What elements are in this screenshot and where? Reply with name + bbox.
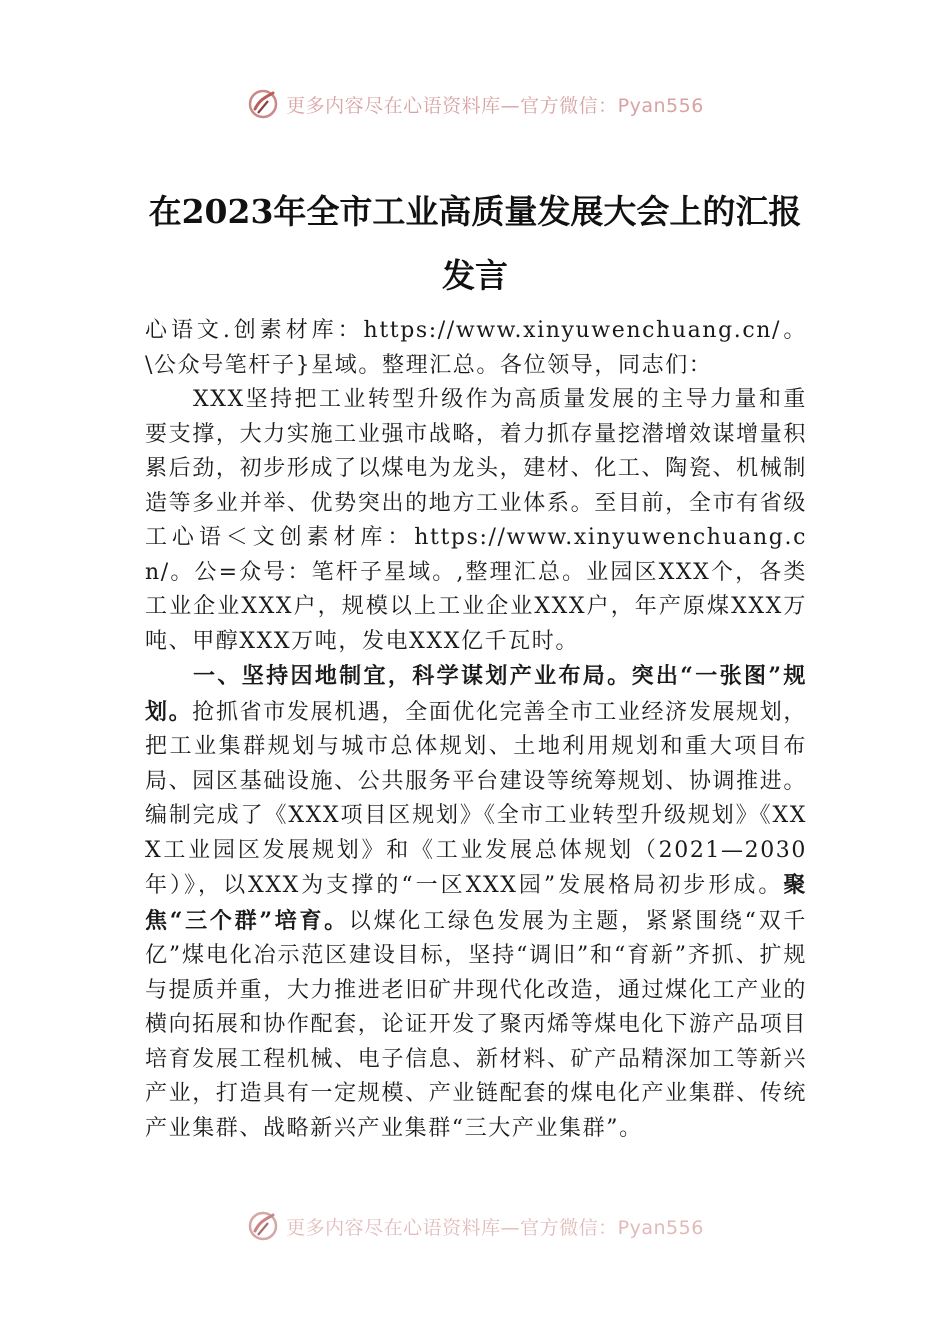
document-title: 在2023年全市工业高质量发展大会上的汇报发言 bbox=[148, 192, 802, 295]
subsection-two-title: 聚焦“三个群”培育。 bbox=[145, 872, 807, 934]
paragraph-section-one bbox=[145, 659, 807, 1146]
header-banner-text: 更多内容尽在心语资料库—官方微信：Pyan556 bbox=[286, 94, 704, 117]
paragraph-overview: XXX坚持把工业转型升级作为高质量发展的主导力量和重要支撑，大力实施工业强市战略，着力抓存量挖潜增效谋增量积累后劲，初步形成了以煤电为龙头，建材、化工、陶瓷、机械制造等多业并举、优势突出的地方工业体系。至目前，全市有省级工心语＜文创素材库：https://www.xinyuwenchuang.cn/。公=众号：笔杆子星域。,整理汇总。业园区XXX个，各类工业企业XXX户，规模以上工业企业XXX户，年产原煤XXX万吨、甲醇XXX万吨，发电XXX亿千瓦时。 bbox=[145, 387, 807, 654]
section-one-heading: 一、坚持因地制宜，科学谋划产业布局。 bbox=[193, 663, 632, 689]
brand-logo-icon bbox=[246, 87, 280, 121]
footer-banner-text: 更多内容尽在心语资料库—官方微信：Pyan556 bbox=[286, 1216, 704, 1239]
brand-logo-icon bbox=[246, 1209, 280, 1243]
subsection-two-text: 以煤化工绿色发展为主题，紧紧围绕“双千亿”煤电化冶示范区建设目标，坚持“调旧”和“育新”齐抓、扩规与提质并重，大力推进老旧矿井现代化改造，通过煤化工产业的横向拓展和协作配套，论证开发了聚丙烯等煤电化下游产品项目培育发展工程机械、电子信息、新材料、矿产品精深加工等新兴产业，打造具有一定规模、产业链配套的煤电化产业集群、传统产业集群、战略新兴产业集群“三大产业集群”。 bbox=[145, 908, 807, 1141]
subsection-one-text: 抢抓省市发展机遇，全面优化完善全市工业经济发展规划，把工业集群规划与城市总体规划、土地利用规划和重大项目布局、园区基础设施、公共服务平台建设等统筹规划、协调推进。编制完成了《XXX项目区规划》《全市工业转型升级规划》《XXX工业园区发展规划》和《工业发展总体规划（2021—2030年）》，以XXX为支撑的“一区XXX园”发展格局初步形成。 bbox=[145, 699, 807, 898]
subsection-one-title: 突出“一张图”规划。 bbox=[145, 663, 807, 725]
footer-banner bbox=[0, 1206, 950, 1246]
header-banner bbox=[0, 84, 950, 124]
document-body bbox=[145, 314, 807, 1146]
intro-paragraph: 心语文.创素材库：https://www.xinyuwenchuang.cn/。\公众号笔杆子}星域。整理汇总。各位领导，同志们： bbox=[145, 318, 807, 378]
